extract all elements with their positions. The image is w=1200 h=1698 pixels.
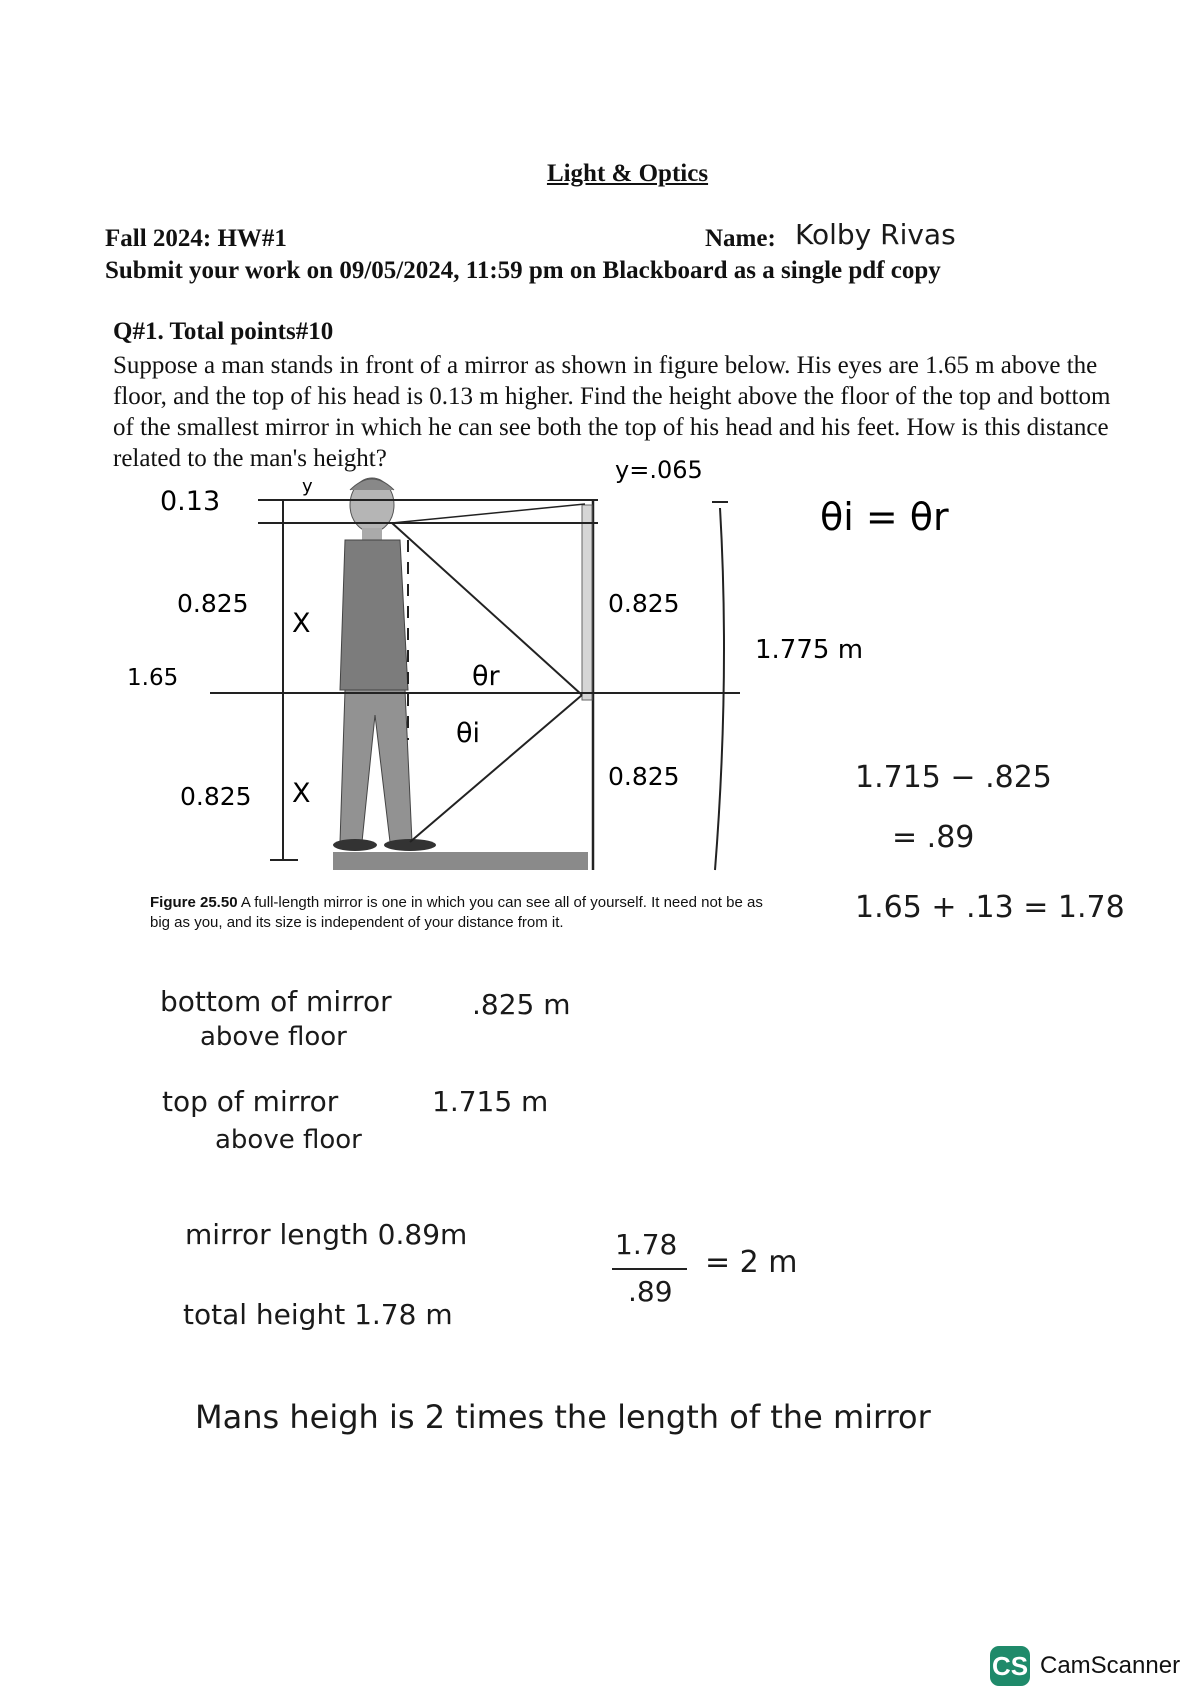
- label-mirror-lower: 0.825: [608, 762, 680, 791]
- submit-instructions: Submit your work on 09/05/2024, 11:59 pm on Blackboard as a single pdf copy: [105, 257, 941, 284]
- page-title: Light & Optics: [546, 160, 709, 187]
- top-mirror-label-1: top of mirror: [162, 1085, 339, 1118]
- bottom-mirror-value: .825 m: [472, 988, 571, 1021]
- label-law: θi = θr: [820, 495, 949, 539]
- label-theta-i: θi: [456, 718, 481, 749]
- ratio-numerator: 1.78: [615, 1228, 678, 1261]
- conclusion: Mans heigh is 2 times the length of the mirror: [195, 1398, 931, 1436]
- question-heading: Q#1. Total points#10: [113, 318, 334, 345]
- calc-subtract-result: = .89: [892, 820, 975, 855]
- label-total-right: 1.775 m: [755, 635, 864, 665]
- bottom-mirror-label-1: bottom of mirror: [160, 985, 392, 1018]
- ray-to-feet: [410, 695, 582, 842]
- label-mirror-upper: 0.825: [608, 589, 680, 618]
- ratio-denominator: .89: [628, 1275, 673, 1308]
- label-eye-height: 1.65: [127, 665, 179, 691]
- label-x-upper: X: [292, 608, 311, 639]
- caption-label: Figure 25.50: [150, 894, 238, 911]
- ratio-result: = 2 m: [705, 1245, 798, 1280]
- calc-total-height: 1.65 + .13 = 1.78: [855, 890, 1125, 925]
- label-x-lower: X: [292, 778, 311, 809]
- bottom-mirror-label-2: above floor: [200, 1022, 347, 1052]
- student-name: Kolby Rivas: [795, 218, 956, 251]
- top-mirror-value: 1.715 m: [432, 1085, 549, 1118]
- question-text: Suppose a man stands in front of a mirror as shown in figure below. His eyes are 1.65 m above the floor, and the top of his head is 0.13 m higher. Find the height above the floor of the top and bottom of the smallest mirror in which he can see both the top of his head and his feet. How is this distance related to the man's height?: [113, 352, 1111, 472]
- label-theta-r: θr: [472, 661, 500, 692]
- label-lower-left: 0.825: [180, 782, 252, 811]
- mirror-glass: [582, 505, 592, 700]
- camscanner-text: CamScanner: [1040, 1652, 1181, 1679]
- label-y: y: [302, 476, 313, 497]
- right-bracket: [715, 508, 724, 870]
- fraction-bar: [612, 1268, 687, 1270]
- calc-subtract: 1.715 − .825: [855, 760, 1052, 795]
- label-top-gap: 0.13: [160, 486, 221, 517]
- figure-caption: [150, 893, 770, 933]
- caption-text: A full-length mirror is one in which you can see all of yourself. It need not be as big as you, and its size is independent of your distance from it.: [150, 894, 763, 931]
- label-y-value: y=.065: [615, 456, 703, 484]
- floor: [333, 852, 588, 870]
- top-mirror-label-2: above floor: [215, 1125, 362, 1155]
- mirror-figure: [0, 440, 1200, 900]
- course-label: Fall 2024: HW#1: [105, 225, 287, 252]
- mirror-length: mirror length 0.89m: [185, 1218, 468, 1251]
- name-label: Name:: [705, 225, 776, 252]
- label-upper-left: 0.825: [177, 589, 249, 618]
- total-height: total height 1.78 m: [183, 1298, 453, 1331]
- camscanner-logo: CS: [990, 1646, 1030, 1686]
- ray-to-head: [392, 504, 585, 523]
- man-figure: [333, 478, 436, 851]
